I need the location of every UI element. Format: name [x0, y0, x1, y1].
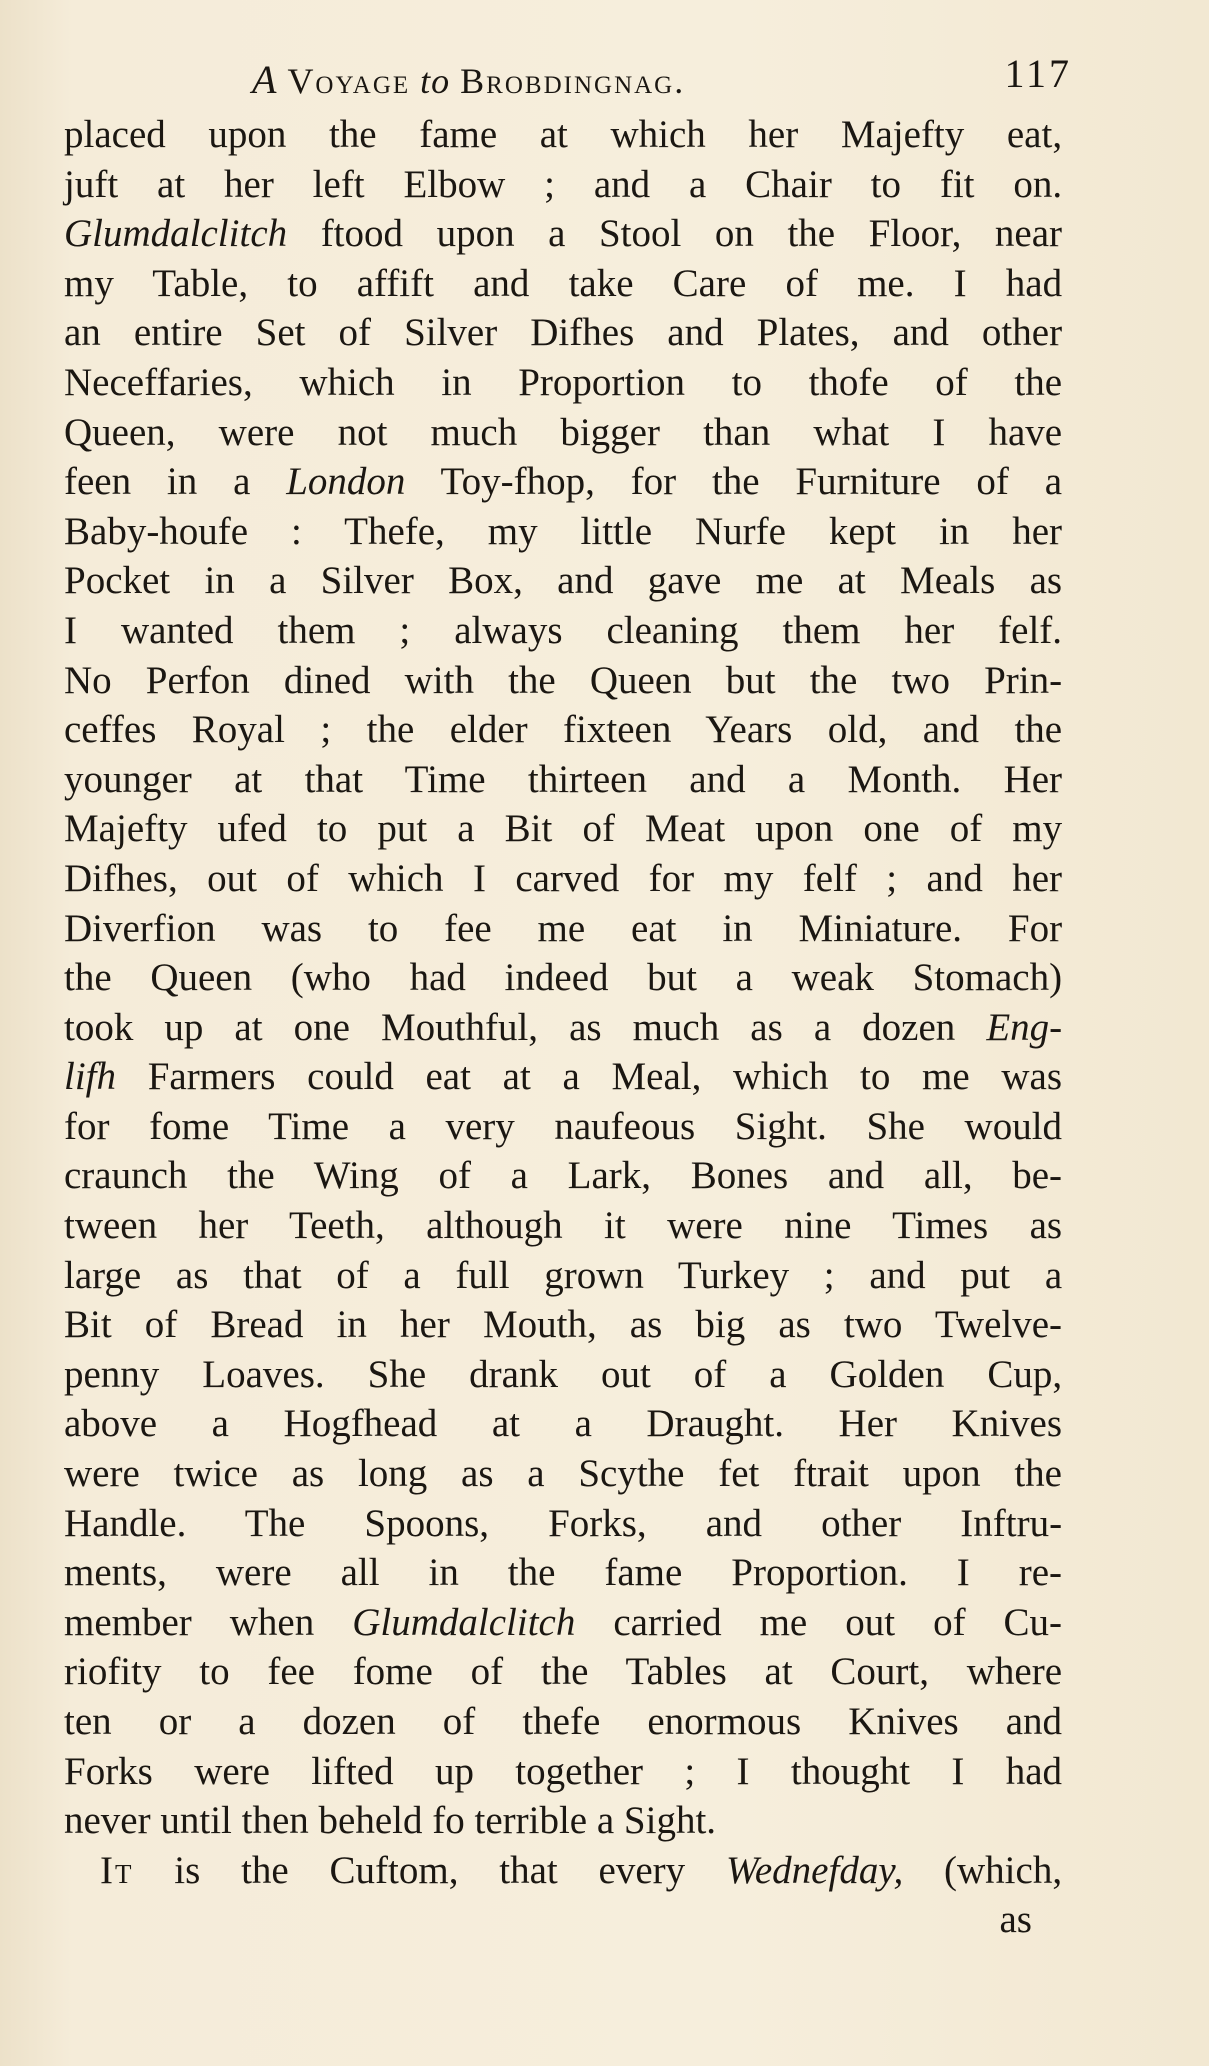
- catchword: as: [999, 1898, 1032, 1942]
- text-line: Pocket in a Silver Box, and gave me at Meals as: [64, 559, 1063, 603]
- text-line: above a Hogfhead at a Draught. Her Knives: [64, 1402, 1063, 1446]
- text-line: Neceffaries, which in Proportion to thofe of the: [64, 360, 1063, 404]
- text-line: ments, were all in the fame Proportion. I re-: [64, 1551, 1063, 1595]
- body-text: [64, 110, 1062, 1945]
- text-line: lifh Farmers could eat at a Meal, which to me was: [64, 1055, 1062, 1099]
- text-line: Forks were lifted up together ; I thought I had: [64, 1749, 1063, 1793]
- paragraph-2-line: [64, 1846, 1062, 1896]
- text-line: No Perfon dined with the Queen but the two Prin-: [64, 658, 1063, 702]
- title-article: A: [252, 57, 278, 102]
- text-line: I wanted them ; always cleaning them her felf.: [64, 608, 1063, 652]
- text-line: Queen, were not much bigger than what I have: [64, 410, 1063, 454]
- text-line: were twice as long as a Scythe fet ftrait upon the: [64, 1452, 1062, 1496]
- text-line: Handle. The Spoons, Forks, and other Inftru-: [64, 1501, 1063, 1545]
- text-line: an entire Set of Silver Difhes and Plates, and other: [64, 311, 1063, 355]
- title-to: to: [420, 61, 451, 101]
- text-line: ten or a dozen of thefe enormous Knives and: [64, 1700, 1063, 1743]
- paragraph-2-text: is the Cuftom, that every Wednefday, (which,: [174, 1848, 1063, 1892]
- title-voyage: Voyage: [287, 61, 411, 101]
- text-line: took up at one Mouthful, as much as a dozen Eng-: [64, 1005, 1063, 1049]
- text-line: never until then beheld fo terrible a Sight.: [64, 1799, 717, 1843]
- text-line: craunch the Wing of a Lark, Bones and all, be-: [64, 1154, 1063, 1198]
- text-line: the Queen (who had indeed but a weak Stomach): [64, 956, 1063, 1000]
- text-line: Majefty ufed to put a Bit of Meat upon one of my: [64, 807, 1063, 851]
- text-line: feen in a London Toy-fhop, for the Furniture of a: [64, 460, 1063, 504]
- text-line: ceffes Royal ; the elder fixteen Years old, and the: [64, 708, 1063, 752]
- text-line: placed upon the fame at which her Majefty eat,: [64, 113, 1063, 156]
- text-line: younger at that Time thirteen and a Month. Her: [64, 757, 1063, 801]
- text-line: tween her Teeth, although it were nine Times as: [64, 1204, 1063, 1248]
- text-line: juft at her left Elbow ; and a Chair to fit on.: [64, 162, 1063, 206]
- title-place: Brobdingnag.: [460, 61, 686, 101]
- text-line: Glumdalclitch ftood upon a Stool on the Floor, near: [64, 212, 1062, 256]
- text-line: member when Glumdalclitch carried me out of Cu-: [64, 1600, 1063, 1644]
- running-title: [252, 56, 685, 103]
- text-line: riofity to fee fome of the Tables at Court, where: [64, 1650, 1063, 1694]
- paragraph-2-first-word: It: [100, 1848, 134, 1892]
- text-line: penny Loaves. She drank out of a Golden Cup,: [64, 1352, 1063, 1396]
- text-line: Difhes, out of which I carved for my felf ; and her: [64, 856, 1063, 900]
- text-line: my Table, to affift and take Care of me. I had: [64, 261, 1063, 305]
- page-number: 117: [1004, 51, 1072, 96]
- running-header: [252, 50, 1072, 106]
- text-line: Baby-houfe : Thefe, my little Nurfe kept in her: [64, 509, 1063, 553]
- text-line: Bit of Bread in her Mouth, as big as two Twelve-: [64, 1303, 1063, 1347]
- text-line: large as that of a full grown Turkey ; and put a: [64, 1253, 1063, 1297]
- text-line: Diverfion was to fee me eat in Miniature. For: [64, 906, 1063, 950]
- text-line: for fome Time a very naufeous Sight. She would: [64, 1104, 1063, 1148]
